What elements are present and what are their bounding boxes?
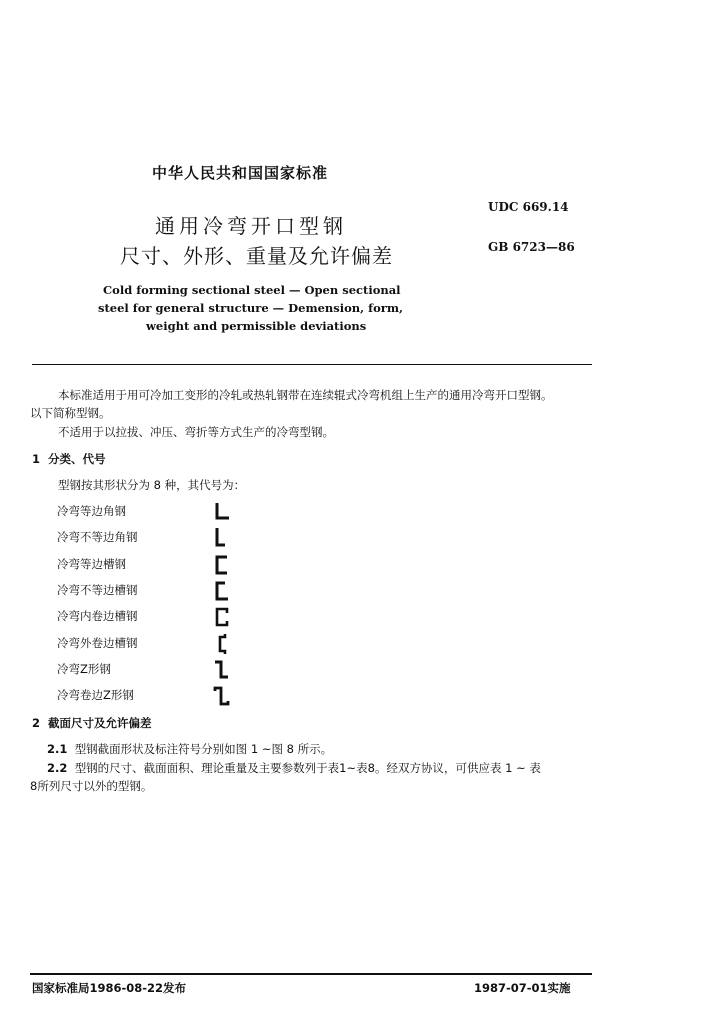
- section-1-intro: 型钢按其形状分为 8 种，其代号为：: [58, 478, 246, 492]
- type-item-unequal-channel: [57, 580, 257, 600]
- type-item-equal-angle: [57, 501, 257, 521]
- lipped-z-section-icon: [212, 685, 234, 707]
- gb-code: GB 6723—86: [488, 240, 575, 254]
- section-1-heading: [32, 451, 106, 467]
- clause-2-2: [47, 760, 541, 776]
- type-label: 冷弯内卷边槽钢: [57, 609, 138, 623]
- type-label: 冷弯卷边Z形钢: [57, 688, 134, 702]
- section-2-title: 截面尺寸及允许偏差: [48, 716, 152, 730]
- clause-number: 2.2: [47, 761, 68, 775]
- equal-angle-icon: [212, 501, 234, 523]
- unequal-angle-icon: [212, 527, 234, 549]
- type-label: 冷弯等边槽钢: [57, 557, 126, 571]
- z-section-icon: [212, 659, 234, 681]
- english-title-line-2: steel for general structure — Demension, form,: [98, 301, 404, 315]
- clause-number: 2.1: [47, 742, 68, 756]
- clause-2-2-continuation: 8所列尺寸以外的型钢。: [30, 779, 153, 793]
- english-title-line-3: weight and permissible deviations: [146, 319, 367, 333]
- equal-channel-icon: [212, 554, 234, 576]
- udc-code: UDC 669.14: [488, 200, 569, 214]
- header-divider: [32, 364, 592, 365]
- type-item-unequal-angle: [57, 527, 257, 547]
- english-title-line-1: Cold forming sectional steel — Open sectional: [103, 283, 401, 297]
- type-label: 冷弯等边角钢: [57, 504, 126, 518]
- outer-lipped-channel-icon: [212, 633, 234, 655]
- footer-divider: [30, 973, 592, 975]
- issue-date: 国家标准局1986-08-22发布: [32, 981, 187, 995]
- clause-2-1: [47, 741, 332, 757]
- type-label: 冷弯不等边角钢: [57, 530, 138, 544]
- intro-paragraph-line-1: 本标准适用于用可冷加工变形的冷轧或热轧钢带在连续辊式冷弯机组上生产的通用冷弯开口型钢。: [58, 388, 553, 402]
- section-2-number: 2: [32, 716, 41, 730]
- unequal-channel-icon: [212, 580, 234, 602]
- type-label: 冷弯Z形钢: [57, 662, 111, 676]
- section-2-heading: [32, 715, 152, 731]
- title-line-1: 通用冷弯开口型钢: [155, 214, 347, 238]
- national-standard-header: 中华人民共和国国家标准: [152, 164, 329, 182]
- type-item-outer-lipped-channel: [57, 633, 257, 653]
- intro-paragraph-2: 不适用于以拉拔、冲压、弯折等方式生产的冷弯型钢。: [58, 425, 334, 439]
- implementation-date: 1987-07-01实施: [474, 981, 571, 995]
- type-item-lipped-z-section: [57, 685, 257, 705]
- type-item-equal-channel: [57, 554, 257, 574]
- intro-paragraph-line-2: 以下简称型钢。: [30, 406, 111, 420]
- clause-text: 型钢截面形状及标注符号分别如图 1 ~图 8 所示。: [74, 742, 333, 756]
- inner-lipped-channel-icon: [212, 606, 234, 628]
- type-label: 冷弯不等边槽钢: [57, 583, 138, 597]
- type-label: 冷弯外卷边槽钢: [57, 636, 138, 650]
- title-line-2: 尺寸、外形、重量及允许偏差: [120, 244, 393, 268]
- type-item-z-section: [57, 659, 257, 679]
- clause-text: 型钢的尺寸、截面面积、理论重量及主要参数列于表1~表8。经双方协议，可供应表 1 ~ 表: [74, 761, 541, 775]
- section-1-number: 1: [32, 452, 41, 466]
- type-item-inner-lipped-channel: [57, 606, 257, 626]
- section-1-title: 分类、代号: [48, 452, 106, 466]
